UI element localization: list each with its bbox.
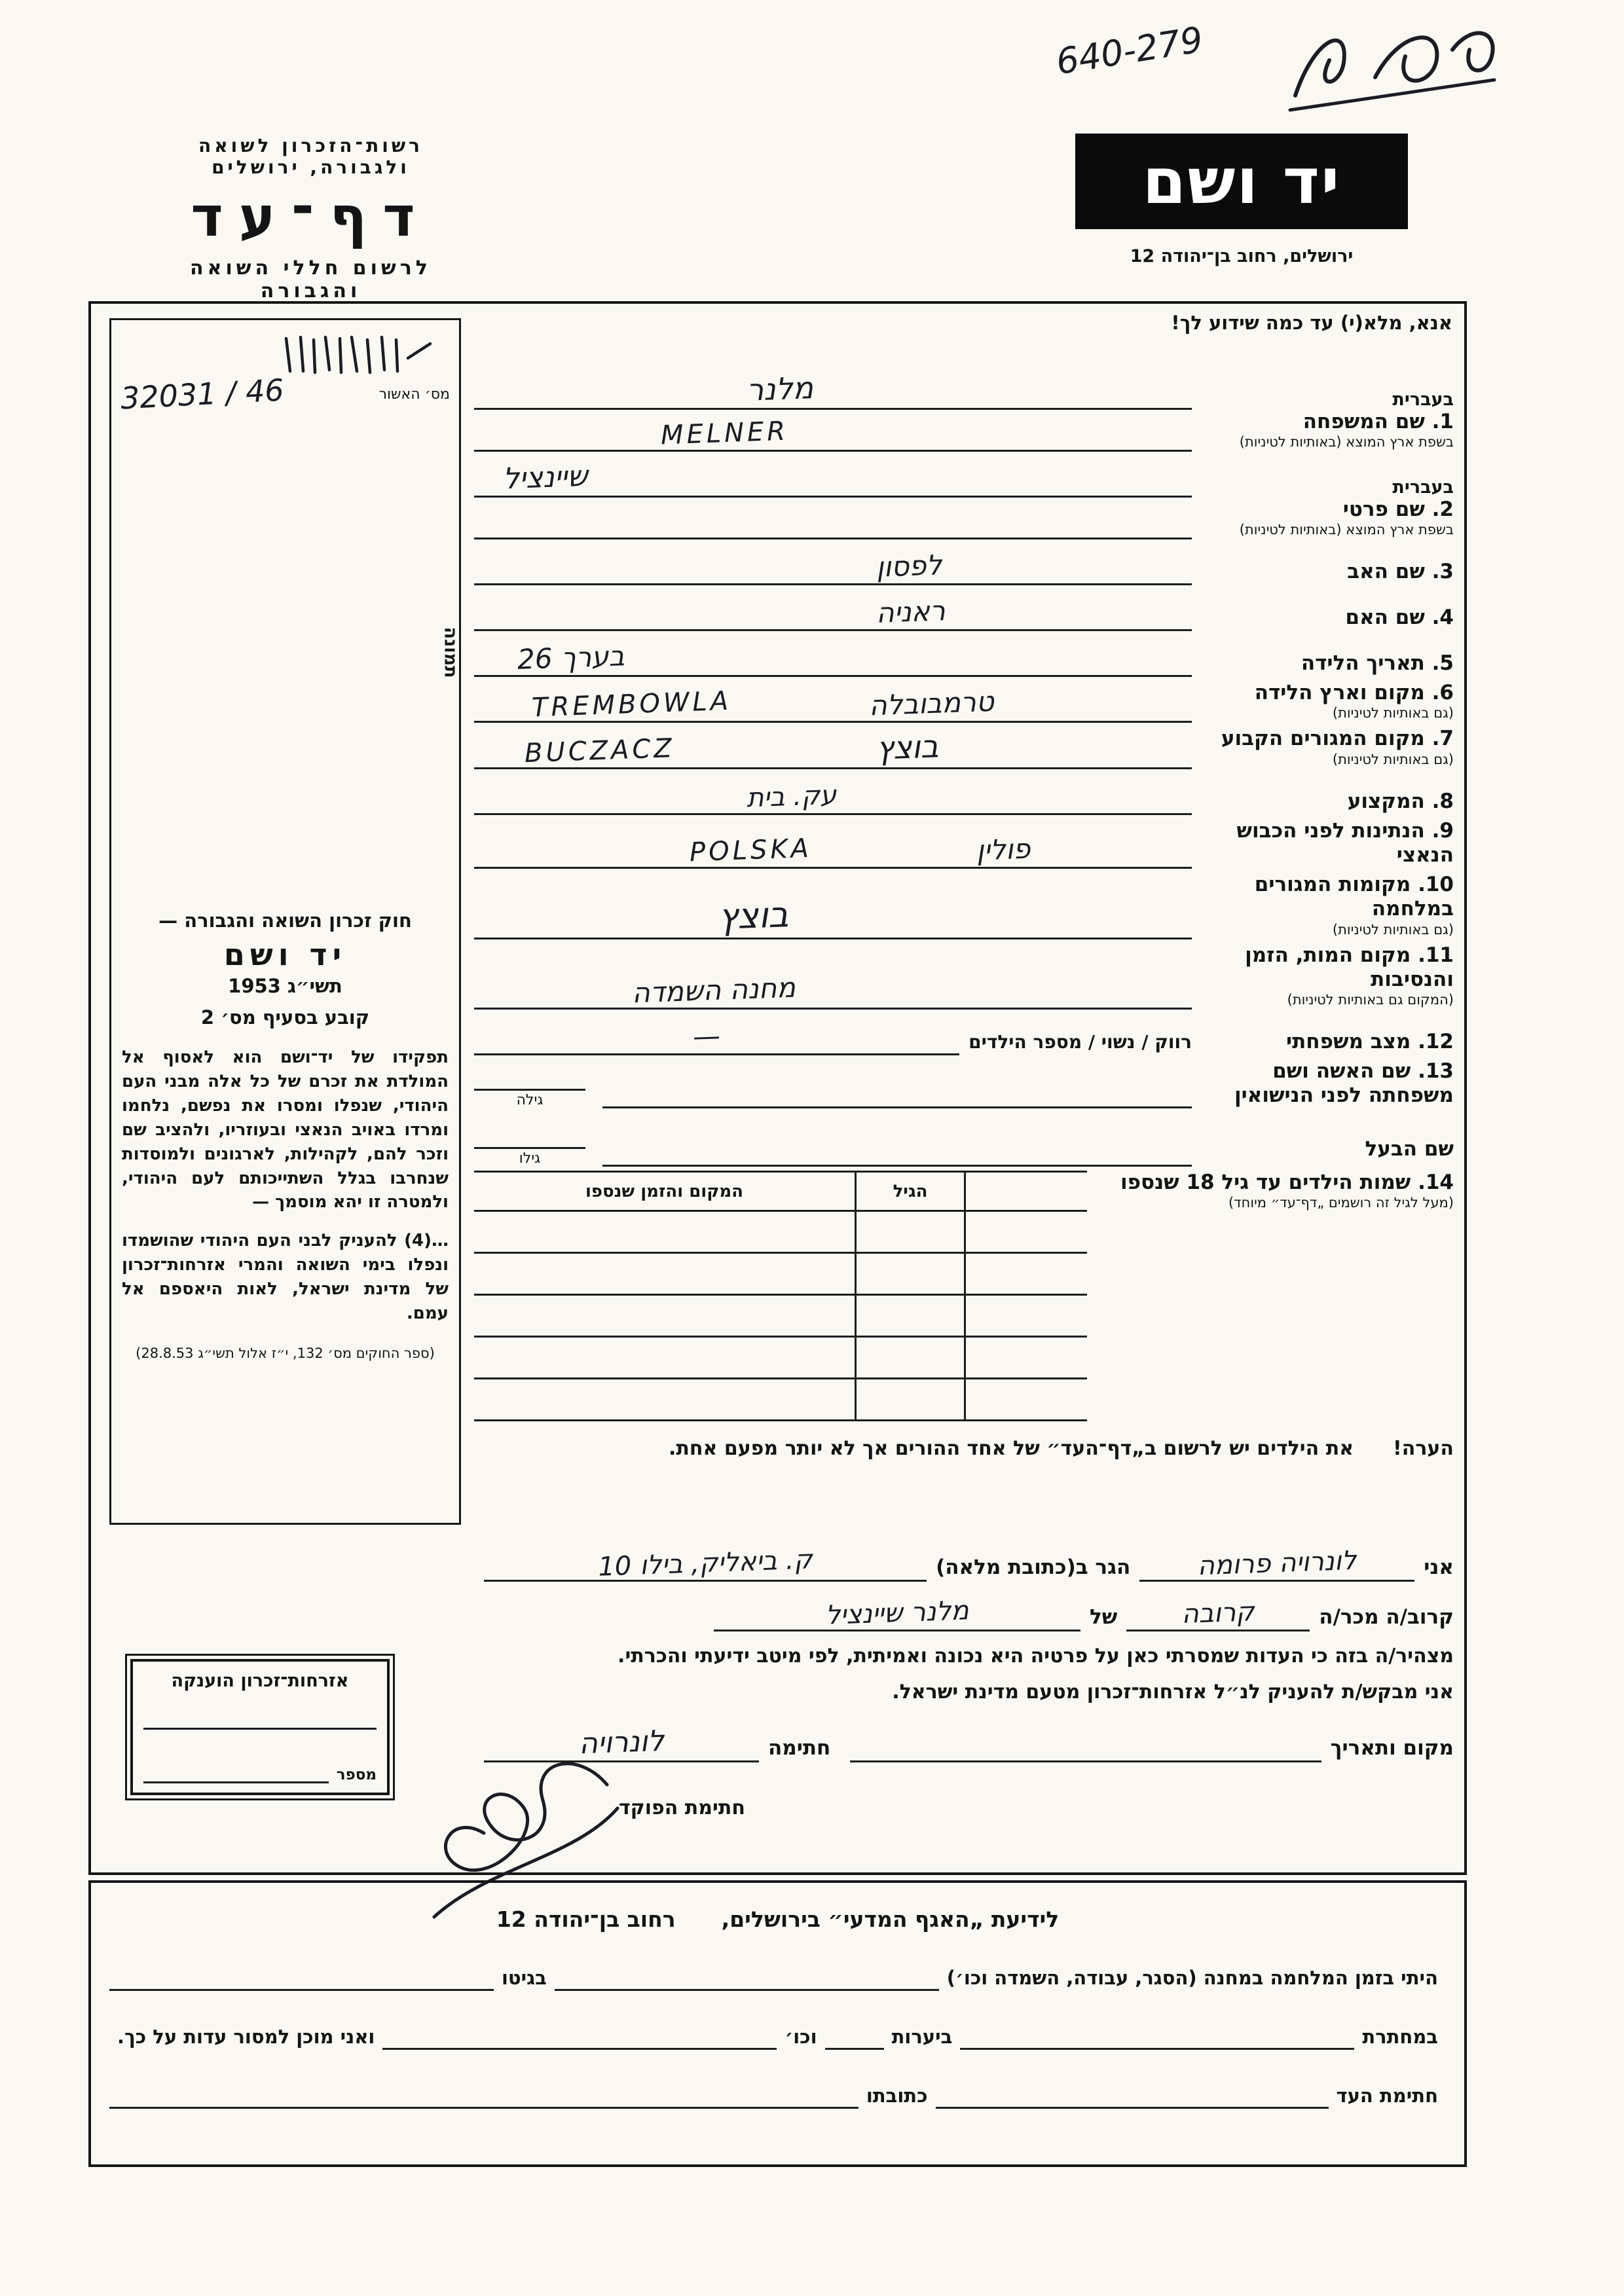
field-title: שמות הילדים עד גיל 18 שנספו: [1120, 1171, 1411, 1195]
resides-label: הגר ב(כתובת מלאה): [936, 1556, 1131, 1579]
field-label: [1192, 390, 1454, 452]
law-source: (ספר החוקים מס׳ 132, י״ז אלול תשי״ג 28.8.53): [136, 1345, 435, 1361]
witness-signature-row: [109, 2079, 1446, 2109]
witness-signature-line: [936, 2079, 1329, 2109]
handwritten-victim-name: מלנר שיינציל: [824, 1595, 970, 1631]
clerk-signature-row: [484, 1774, 1454, 1853]
handwritten-birth-place-latin: TREMBOWLA: [530, 686, 732, 723]
field-title: שם האב: [1347, 559, 1425, 583]
field-wartime-residence: [474, 873, 1454, 939]
field-sublabel: (גם באותיות לטיניות): [1332, 705, 1454, 721]
field-number: 5.: [1431, 651, 1454, 675]
relation-field: [1126, 1595, 1310, 1631]
handwritten-family-name-latin: MELNER: [660, 416, 789, 451]
declaration-line-identity: [484, 1539, 1454, 1582]
field-number: 13.: [1418, 1059, 1454, 1084]
answer-line: [474, 681, 1192, 723]
children-table-row: [474, 1379, 1087, 1421]
underground-line: [960, 2020, 1354, 2050]
underground-label: במחתרת: [1362, 2026, 1438, 2048]
photo-label: תמונה: [440, 627, 461, 678]
hebrew-tag: בעברית: [1392, 477, 1454, 498]
camp-label: היתי בזמן המלחמה במחנה (הסגר, עבודה, השמדה וכו׳): [946, 1967, 1438, 1989]
answer-area: [474, 681, 1192, 723]
law-clause: …(4) להעניק לבני העם היהודי שהושמדו ונפלו בימי השואה והמרי אזרחות־זכרון של מדינת ישראל, לאות היאספם אל עמם.: [122, 1231, 449, 1324]
field-citizenship: [474, 819, 1454, 869]
forests-line: [825, 2020, 884, 2050]
ghetto-line: [109, 1961, 494, 1991]
corner-handwritten-number: 640-279: [1053, 18, 1206, 83]
field-number: 2.: [1431, 497, 1454, 521]
field-number: 12.: [1418, 1030, 1454, 1054]
handwritten-citizenship-hebrew: פולין: [976, 832, 1031, 867]
field-label: [1192, 943, 1454, 1010]
law-section: קובע בסעיף מס׳ 2: [200, 1006, 370, 1029]
children-table-row: [474, 1338, 1087, 1379]
science-title-text: לידיעת „האגף המדעי״ בירושלים,: [721, 1906, 1060, 1932]
field-label: [1192, 1030, 1454, 1055]
field-title: שם פרטי: [1342, 497, 1425, 521]
declaration: [484, 1539, 1454, 1853]
answer-line: [474, 368, 1192, 410]
field-title: מקומות המגורים במלחמה: [1254, 873, 1454, 921]
field-label: [1192, 873, 1454, 939]
field-sublabel: (המקום גם באותיות לטיניות): [1287, 992, 1454, 1008]
handwritten-citizenship-latin: POLSKA: [689, 833, 813, 868]
answer-area: [474, 589, 1192, 631]
handwritten-wartime-residence: בוצץ: [717, 893, 789, 938]
field-label: [1192, 727, 1454, 769]
answer-area: [474, 893, 1192, 939]
husband-name-line: [602, 1129, 1192, 1167]
his-age-line: [474, 1118, 585, 1149]
answer-line: [474, 727, 1192, 769]
etc-line: [382, 2020, 777, 2050]
camp-line: [555, 1961, 939, 1991]
law-year: תשי״ג 1953: [228, 975, 342, 997]
field-title: תאריך הלידה: [1301, 651, 1425, 675]
field-birth-place: [474, 681, 1454, 723]
citizenship-granted-box: [125, 1654, 395, 1800]
answer-line: [474, 498, 1192, 539]
science-title-address: רחוב בן־יהודה 12: [496, 1906, 676, 1932]
tally-marks: [277, 332, 441, 378]
answer-line: [474, 456, 1192, 498]
field-sublabel: בשפת ארץ המוצא (באותיות לטיניות): [1239, 521, 1454, 538]
header-left: [145, 135, 476, 302]
answer-line: [474, 635, 1192, 677]
handwritten-father-name: לפסון: [875, 549, 942, 583]
field-profession: [474, 773, 1454, 815]
field-label: [1192, 1059, 1454, 1163]
form-title: דף־עד: [191, 185, 431, 249]
field-number: 14.: [1418, 1171, 1454, 1195]
science-section: [88, 1880, 1467, 2167]
field-title: הנתינות לפני הכבוש הנאצי: [1236, 818, 1454, 867]
answer-area: [474, 368, 1192, 452]
hebrew-tag: בעברית: [1392, 389, 1454, 410]
ghetto-label: בגיטו: [501, 1967, 547, 1989]
of-label: של: [1090, 1605, 1118, 1629]
field-number: 6.: [1431, 681, 1454, 704]
handwritten-family-name-hebrew: מלנר: [746, 370, 815, 408]
relation-label: קרוב/ה מכר/ה: [1319, 1605, 1454, 1629]
field-place-of-death: [474, 943, 1454, 1010]
witness-address-line: [109, 2079, 858, 2109]
children-table-row: [474, 1254, 1087, 1296]
children-table-row: [474, 1212, 1087, 1254]
answer-area: [474, 773, 1192, 815]
place-date-line: [850, 1728, 1321, 1762]
answer-line: [474, 410, 1192, 452]
field-number: 9.: [1431, 818, 1454, 843]
clerk-signature-label: חתימת הפוקד: [619, 1796, 745, 1819]
fields-area: [474, 368, 1454, 1460]
field-number: 8.: [1431, 789, 1454, 813]
handwritten-birth-date: בערך 26: [516, 640, 625, 676]
witness-signature-label: חתימת העד: [1336, 2085, 1438, 2107]
answer-area: [474, 1013, 1192, 1055]
declaration-line-relation: [484, 1588, 1454, 1631]
answer-line: [474, 543, 1192, 585]
citizenship-request-statement: אני מבקש/ת להעניק לנ״ל אזרחות־זכרון מטעם מדינת ישראל.: [892, 1681, 1454, 1704]
yad-vashem-logo: [1075, 134, 1408, 229]
answer-area: [474, 456, 1192, 539]
children-table-header: [474, 1173, 1087, 1212]
citizenship-date-line: [143, 1728, 377, 1730]
signature-label: חתימה: [768, 1736, 831, 1760]
field-label: [1087, 1171, 1454, 1212]
note-title: הערה!: [1393, 1437, 1454, 1461]
handwritten-birth-place-hebrew: טרמבובלה: [868, 685, 995, 722]
answer-line: [474, 968, 1192, 1010]
field-sublabel: (גם באותיות לטיניות): [1332, 751, 1454, 767]
law-body: תפקידו של יד־ושם הוא לאסוף אל המולדת את זכרם של כל אלה מבני העם היהודי, שנפלו ומסרו את נפשם, נלחמו ומרדו באויב הנאצי ובעוזריו, ולהציב שם וזכר להם, לקהילות, לארגונים ולמוסדות שנחרבו בגלל השתייכותם לעם היהודי, ולמטרה זו יהא מוסמך —: [122, 1048, 449, 1212]
wartime-location-row: [109, 1961, 1446, 1991]
field-label: [1192, 651, 1454, 677]
child-age-header: הגיל: [855, 1173, 966, 1210]
answer-line: [474, 589, 1192, 631]
answer-line: [474, 1013, 959, 1055]
field-marital-status: [474, 1013, 1454, 1055]
handwritten-first-name-hebrew: שיינציל: [502, 459, 589, 496]
handwritten-witness-name: לונרויה פרומה: [1197, 1545, 1357, 1582]
children-note: [474, 1437, 1454, 1460]
answer-line: [474, 893, 1192, 939]
field-title: מקום וארץ הלידה: [1254, 681, 1425, 704]
ready-to-testify-label: ואני מוכן למסור עדות על כך.: [117, 2026, 375, 2048]
answer-area: [474, 727, 1192, 769]
field-title: מקום המות, הזמן והנסיבות: [1245, 943, 1454, 991]
field-sublabel: בשפת ארץ המוצא (באותיות לטיניות): [1239, 433, 1454, 450]
field-title: המקצוע: [1347, 789, 1425, 813]
answer-area: [474, 827, 1192, 869]
wife-name-line: [602, 1070, 1192, 1108]
field-first-name: [474, 456, 1454, 539]
children-table-row: [474, 1296, 1087, 1338]
citizenship-granted-title: אזרחות־זכרון הוענקה: [171, 1671, 349, 1691]
field-label: [1192, 819, 1454, 869]
field-spouse: [474, 1059, 1454, 1167]
handwritten-mother-name: ראניה: [875, 594, 946, 629]
field-title: מקום המגורים הקבוע: [1221, 727, 1425, 751]
photo-panel: [109, 318, 461, 1525]
truth-statement: מצהיר/ה בזה כי העדות שמסרתי כאן על פרטיה היא נכונה ואמיתית, לפי מיטב ידיעתי והכרתי.: [618, 1645, 1454, 1667]
answer-line: [474, 827, 1192, 869]
field-family-name: [474, 368, 1454, 452]
etc-label: וכו׳: [784, 2026, 817, 2048]
field-number: 1.: [1431, 409, 1454, 433]
answer-area: [474, 1059, 1192, 1167]
witness-address-label: כתובתו: [866, 2085, 928, 2107]
answer-area: [474, 968, 1192, 1010]
his-age-box: [474, 1118, 585, 1167]
main-form-box: [88, 301, 1467, 1875]
citizenship-number-label: מספר: [336, 1766, 377, 1783]
field-birth-date: [474, 635, 1454, 677]
field-number: 4.: [1431, 605, 1454, 629]
his-age-label: גילו: [519, 1150, 541, 1167]
science-section-title: [91, 1906, 1464, 1932]
marital-options: רווק / נשוי / מספר הילדים: [969, 1031, 1192, 1053]
forests-label: ביערות: [891, 2026, 953, 2048]
child-place-header: המקום והזמן שנספו: [585, 1182, 744, 1202]
handwritten-signature: לונרויה: [578, 1724, 665, 1761]
handwritten-relation: קרובה: [1181, 1597, 1255, 1630]
handwritten-marital-dash: —: [692, 1019, 721, 1053]
field-title: מצב משפחתי: [1285, 1030, 1411, 1054]
pen-scribble: [1277, 12, 1500, 123]
approval-row: [111, 372, 459, 416]
form-subtitle: לרשום חללי השואה והגבורה: [190, 257, 432, 302]
field-number: 7.: [1431, 727, 1454, 751]
field-number: 10.: [1418, 873, 1454, 897]
victim-name-field: [714, 1595, 1080, 1631]
witness-name-field: [1139, 1545, 1414, 1582]
children-table: [474, 1171, 1087, 1421]
field-label: [1192, 477, 1454, 539]
place-date-label: מקום ותאריך: [1330, 1736, 1454, 1760]
husband-label: שם הבעל: [1365, 1137, 1454, 1161]
underground-row: [109, 2020, 1446, 2050]
field-children: [474, 1171, 1454, 1421]
field-sublabel: (גם באותיות לטיניות): [1332, 921, 1454, 938]
handwritten-place-of-death: מחנה השמדה: [631, 971, 796, 1010]
answer-line: [474, 773, 1192, 815]
law-yad-vashem: יד ושם: [223, 937, 347, 972]
handwritten-approval-number: 32031 / 46: [119, 372, 285, 416]
office-address: ירושלים, רחוב בן־יהודה 12: [1130, 246, 1354, 266]
field-number: 3.: [1431, 559, 1454, 583]
handwritten-profession: עק. בית: [746, 780, 838, 814]
field-label: [1192, 681, 1454, 723]
citizenship-number-line: [143, 1761, 329, 1783]
i-label: אני: [1424, 1556, 1454, 1579]
citizenship-granted-inner: [130, 1659, 390, 1795]
approval-number-label: מס׳ האשור: [378, 386, 450, 403]
fill-instruction: אנא, מלא(י) עד כמה שידוע לך!: [1171, 312, 1452, 334]
law-excerpt: [122, 909, 449, 1363]
field-label: [1192, 606, 1454, 631]
authority-line: רשות־הזכרון לשואה ולגבורה, ירושלים: [198, 135, 423, 178]
field-sublabel: (מעל לגיל זה רושמים „דף־עד״ מיוחד): [1228, 1195, 1454, 1211]
note-text: את הילדים יש לרשום ב„דף־העד״ של אחד ההורים אך לא יותר מפעם אחת.: [669, 1437, 1354, 1461]
her-age-box: [474, 1059, 585, 1108]
her-age-line: [474, 1059, 585, 1091]
handwritten-residence-latin: BUCZACZ: [523, 733, 676, 769]
field-label: [1192, 560, 1454, 585]
field-title: שם המשפחה: [1302, 409, 1425, 433]
her-age-label: גילה: [516, 1092, 544, 1109]
child-name-column: [966, 1173, 1087, 1210]
answer-area: [474, 543, 1192, 585]
field-title: שם האשה ושם משפחתה לפני הנישואין: [1234, 1059, 1454, 1108]
logo-text: יד ושם: [1142, 145, 1341, 218]
field-residence: [474, 727, 1454, 769]
handwritten-witness-address: ק. ביאליק, בילו 10: [597, 1544, 813, 1582]
field-number: 11.: [1418, 943, 1454, 967]
handwritten-residence-hebrew: בוצץ: [875, 728, 939, 767]
field-father-name: [474, 543, 1454, 585]
field-mother-name: [474, 589, 1454, 631]
field-label: [1192, 790, 1454, 815]
law-heading: חוק זכרון השואה והגבורה —: [158, 909, 412, 932]
field-title: שם האם: [1345, 605, 1425, 629]
answer-area: [474, 635, 1192, 677]
witness-address-field: [484, 1545, 927, 1582]
